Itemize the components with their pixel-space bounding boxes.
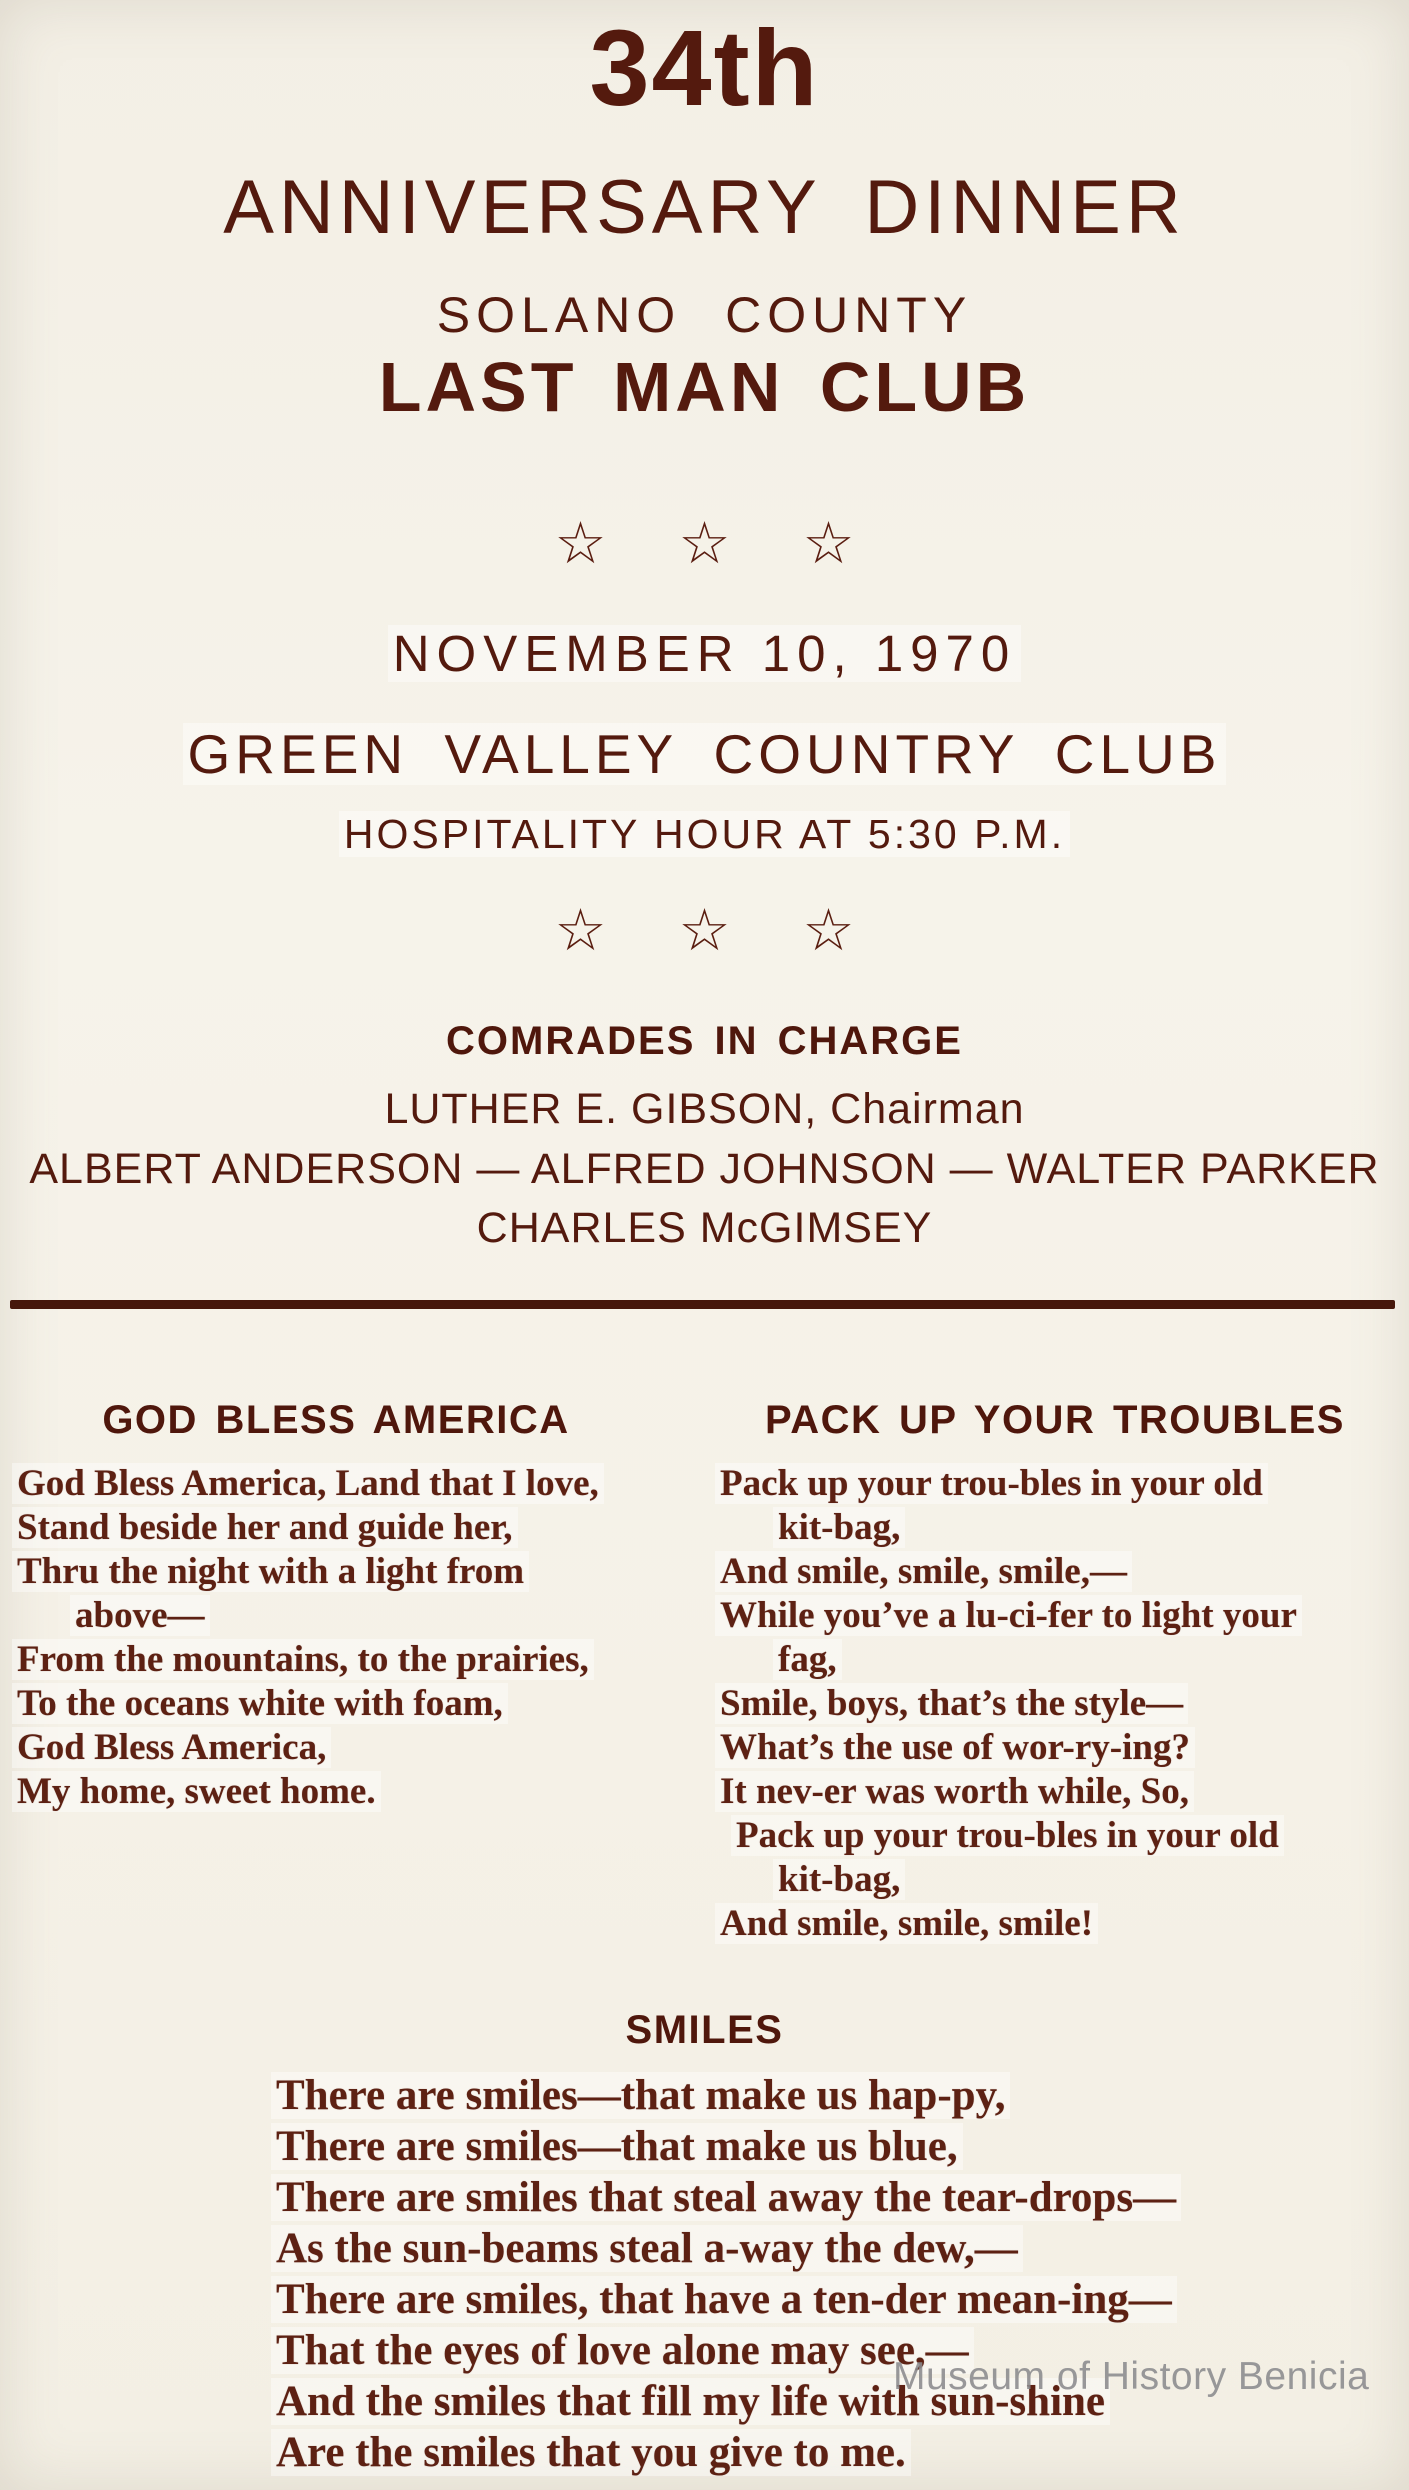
star-icon: ☆ bbox=[554, 896, 607, 964]
county-name: SOLANO COUNTY bbox=[436, 287, 973, 343]
lyric-line: Pack up your trou-bles in your old bbox=[715, 1462, 1395, 1506]
lyric-line: Smile, boys, that’s the style— bbox=[715, 1682, 1395, 1726]
club-name: LAST MAN CLUB bbox=[378, 348, 1031, 426]
section-divider-rule bbox=[10, 1300, 1395, 1309]
star-divider-top bbox=[0, 509, 1409, 577]
song-god-bless-america bbox=[12, 1400, 660, 1814]
star-icon: ☆ bbox=[802, 896, 855, 964]
lyric-line: Stand beside her and guide her, bbox=[12, 1506, 660, 1550]
star-icon: ☆ bbox=[678, 896, 731, 964]
lyric-line: There are smiles—that make us hap-py, bbox=[271, 2070, 1409, 2121]
song-title: PACK UP YOUR TROUBLES bbox=[765, 1398, 1345, 1442]
museum-watermark: Museum of History Benicia bbox=[893, 2355, 1370, 2398]
lyric-line: There are smiles, that have a ten-der mean-ing— bbox=[271, 2274, 1409, 2325]
lyric-line: To the oceans white with foam, bbox=[12, 1682, 660, 1726]
lyric-line: And the smiles that fill my life with sun-shine bbox=[271, 2376, 1409, 2427]
lyric-line: fag, bbox=[715, 1638, 1395, 1682]
song-lyrics bbox=[715, 1462, 1395, 1946]
lyric-line: God Bless America, Land that I love, bbox=[12, 1462, 660, 1506]
event-date: NOVEMBER 10, 1970 bbox=[0, 628, 1409, 679]
song-pack-up-your-troubles bbox=[715, 1400, 1395, 1946]
lyric-line: From the mountains, to the prairies, bbox=[12, 1638, 660, 1682]
star-divider-bottom bbox=[0, 896, 1409, 964]
committee-section bbox=[0, 1021, 1409, 1250]
lyric-line: What’s the use of wor-ry-ing? bbox=[715, 1726, 1395, 1770]
song-lyrics bbox=[271, 2070, 1409, 2478]
edition-ordinal: 34th bbox=[589, 7, 820, 128]
committee-member-last: CHARLES McGIMSEY bbox=[476, 1204, 933, 1252]
committee-heading: COMRADES IN CHARGE bbox=[446, 1019, 963, 1063]
song-lyrics bbox=[12, 1462, 660, 1814]
lyric-line: Thru the night with a light from bbox=[12, 1550, 660, 1594]
lyric-line: And smile, smile, smile! bbox=[715, 1902, 1395, 1946]
committee-chairman: LUTHER E. GIBSON, Chairman bbox=[384, 1085, 1025, 1133]
hospitality-note: HOSPITALITY HOUR AT 5:30 P.M. bbox=[0, 814, 1409, 855]
star-icon: ☆ bbox=[802, 509, 855, 577]
lyric-line: That the eyes of love alone may see,— bbox=[271, 2325, 1409, 2376]
lyric-line: While you’ve a lu-ci-fer to light your bbox=[715, 1594, 1395, 1638]
song-title: SMILES bbox=[625, 2008, 784, 2052]
lyric-line: Are the smiles that you give to me. bbox=[271, 2427, 1409, 2478]
lyric-line: There are smiles—that make us blue, bbox=[271, 2121, 1409, 2172]
lyric-line: Pack up your trou-bles in your old bbox=[715, 1814, 1395, 1858]
songs-columns bbox=[0, 1400, 1409, 1946]
event-title: ANNIVERSARY DINNER bbox=[223, 165, 1186, 250]
song-title: GOD BLESS AMERICA bbox=[102, 1398, 570, 1442]
lyric-line: There are smiles that steal away the tear-drops— bbox=[271, 2172, 1409, 2223]
committee-members: ALBERT ANDERSON — ALFRED JOHNSON — WALTER PARKER bbox=[29, 1145, 1380, 1193]
lyric-line: kit-bag, bbox=[715, 1506, 1395, 1550]
lyric-line: And smile, smile, smile,— bbox=[715, 1550, 1395, 1594]
lyric-line: As the sun-beams steal a-way the dew,— bbox=[271, 2223, 1409, 2274]
lyric-line: God Bless America, bbox=[12, 1726, 660, 1770]
lyric-line: My home, sweet home. bbox=[12, 1770, 660, 1814]
venue-name: GREEN VALLEY COUNTRY CLUB bbox=[0, 727, 1409, 782]
song-smiles bbox=[0, 2010, 1409, 2478]
lyric-line: above— bbox=[12, 1594, 660, 1638]
lyric-line: kit-bag, bbox=[715, 1858, 1395, 1902]
star-icon: ☆ bbox=[554, 509, 607, 577]
star-icon: ☆ bbox=[678, 509, 731, 577]
lyric-line: It nev-er was worth while, So, bbox=[715, 1770, 1395, 1814]
